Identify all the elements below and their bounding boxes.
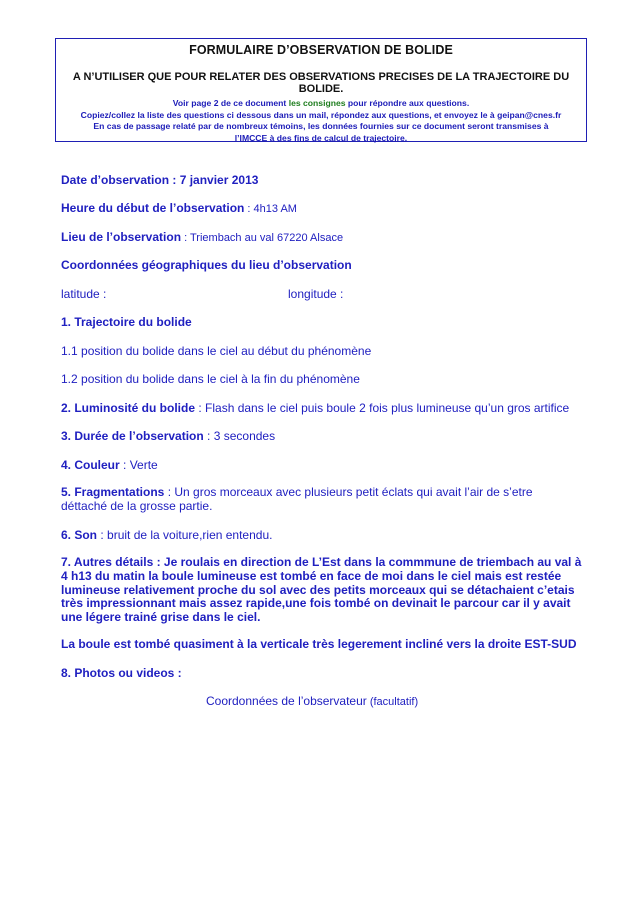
couleur-label: 4. Couleur [61, 458, 120, 472]
luminosite-label: 2. Luminosité du bolide [61, 401, 196, 415]
longitude-label: longitude : [288, 287, 344, 301]
coordonnees-label: Coordonnées de l’observateur [206, 694, 367, 708]
instructions-line-4: l’IMCCE à des fins de calcul de trajectoire. [234, 132, 408, 143]
couleur-value: : Verte [119, 458, 158, 472]
luminosite-value: : Flash dans le ciel puis boule 2 fois plus lumineuse qu’un gros artifice [195, 401, 570, 415]
coords-title: Coordonnées géographiques du lieu d’observation [61, 258, 352, 272]
instructions-line-3: En cas de passage relaté par de nombreux témoins, les données fournies sur ce document seront transmises à [93, 121, 549, 131]
instructions-text-before: Voir page 2 de ce document [172, 98, 289, 108]
heure-label: Heure du début de l’observation [61, 201, 245, 215]
boule-description: La boule est tombé quasiment à la verticale très legerement incliné vers la droite EST-SUD [61, 637, 577, 651]
heure-observation [61, 201, 297, 216]
header-box [55, 38, 587, 142]
heure-value: : 4h13 AM [244, 203, 297, 215]
lieu-value: : Triembach au val 67220 Alsace [181, 232, 344, 244]
fragmentations-value: : Un gros morceaux avec plusieurs petit éclats qui avait l’air de s’etre déttaché de la grosse partie. [61, 485, 533, 513]
luminosite [61, 401, 569, 415]
son [61, 528, 272, 542]
instructions-line-2: Copiez/collez la liste des questions ci dessous dans un mail, répondez aux questions, et envoyez le à geipan@cnes.fr [80, 109, 562, 120]
duree [61, 429, 275, 443]
duree-value: : 3 secondes [203, 429, 276, 443]
latitude-label: latitude : [61, 287, 107, 301]
couleur [61, 458, 158, 472]
son-value: : bruit de la voiture,rien entendu. [97, 528, 273, 542]
facultatif-label: (facultatif) [366, 696, 419, 708]
duree-label: 3. Durée de l’observation [61, 429, 204, 443]
usage-warning: A N’UTILISER QUE POUR RELATER DES OBSERVATIONS PRECISES DE LA TRAJECTOIRE DU BOLIDE. [72, 71, 570, 95]
fragmentations-label: 5. Fragmentations [61, 485, 165, 499]
position-fin: 1.2 position du bolide dans le ciel à la fin du phénomène [61, 372, 360, 386]
consignes-link[interactable]: les consignes [288, 98, 346, 108]
fragmentations [61, 486, 573, 514]
position-debut: 1.1 position du bolide dans le ciel au début du phénomène [61, 344, 372, 358]
lieu-observation [61, 230, 343, 245]
son-label: 6. Son [61, 528, 98, 542]
coordonnees-observateur [206, 694, 418, 709]
form-title: FORMULAIRE D’OBSERVATION DE BOLIDE [189, 43, 453, 57]
instructions-text-after: pour répondre aux questions. [345, 98, 470, 108]
trajectoire-heading: 1. Trajectoire du bolide [61, 315, 192, 329]
date-observation: Date d’observation : 7 janvier 2013 [61, 173, 259, 187]
lieu-label: Lieu de l’observation [61, 230, 182, 244]
photos-videos: 8. Photos ou videos : [61, 666, 182, 680]
instructions-line-1 [56, 98, 586, 110]
autres-details: 7. Autres détails : Je roulais en direction de L’Est dans la commmune de triembach au val à 4 h13 du matin la boule lumineuse est tombé en face de moi dans le ciel mais est restée lumineuse relativement proche du sol avec des petits morceaux qui se détachaient c’etais très impressionnant mais assez rapide,une fois tombé on devinait le parcour car il y avait une légere trainé grise dans le ciel. [61, 555, 582, 625]
